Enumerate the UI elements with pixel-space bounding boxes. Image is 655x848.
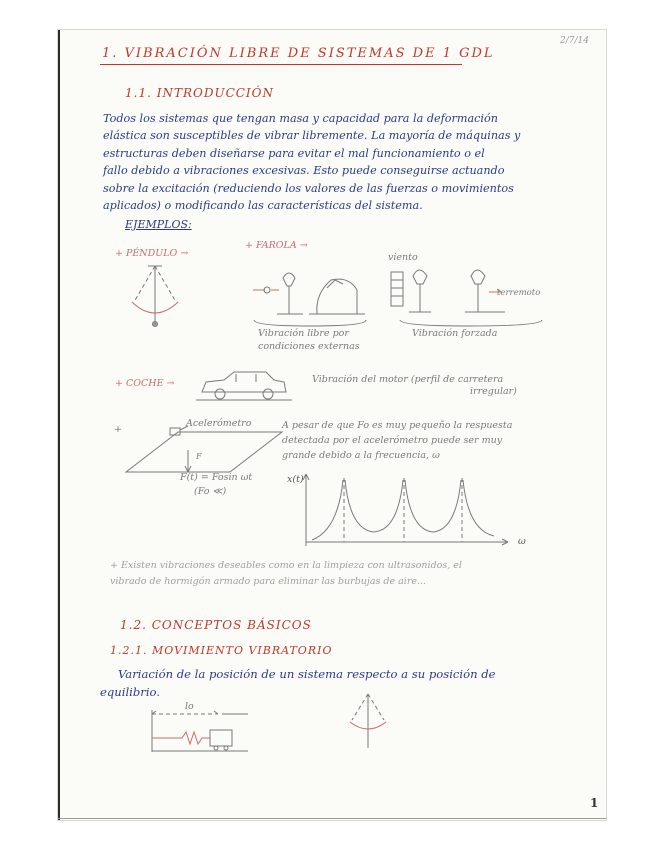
intro-line: aplicados) o modificando las características del sistema. (103, 199, 423, 212)
streetlamp-free-vibration-sketch (245, 258, 375, 324)
section-heading-conceptos: 1.2. CONCEPTOS BÁSICOS (120, 618, 312, 632)
graph-y-axis-label: x(t) (287, 474, 304, 485)
motor-text-line-1: Vibración del motor (perfil de carretera (312, 374, 504, 385)
intro-line: elástica son susceptibles de vibrar libremente. La mayoría de máquinas y (103, 129, 521, 142)
spring-length-label: lo (185, 701, 194, 712)
mass-spring-sketch (148, 708, 258, 754)
chapter-title: 1. VIBRACIÓN LIBRE DE SISTEMAS DE 1 GDL (102, 46, 495, 61)
pendulo-label: + PÉNDULO → (115, 248, 189, 259)
intro-line: fallo debido a vibraciones excesivas. Esto puede conseguirse actuando (103, 164, 505, 177)
intro-line: sobre la excitación (reduciendo los valores de las fuerzas o movimientos (103, 182, 514, 195)
acelerometro-label: Acelerómetro (186, 418, 252, 429)
bullet-mark: + (114, 424, 122, 435)
forzada-caption: Vibración forzada (412, 328, 498, 339)
page-number: 1 (590, 796, 599, 810)
graph-x-axis-label: ω (518, 536, 526, 547)
force-arrow-label: F (196, 452, 202, 461)
resonance-response-graph (298, 470, 518, 550)
subsection-heading-movimiento: 1.2.1. MOVIMIENTO VIBRATORIO (110, 644, 333, 657)
car-sketch (196, 368, 292, 404)
chapter-title-underline (100, 64, 462, 65)
intro-line: Todos los sistemas que tengan masa y capacidad para la deformación (103, 112, 498, 125)
extra-text-line: vibrado de hormigón armado para eliminar las burbujas de aire... (110, 576, 427, 587)
motor-text-line-2: irregular) (470, 386, 517, 397)
pendulum-small-sketch (338, 690, 398, 754)
pendulum-sketch (110, 262, 200, 332)
conceptos-line: equilibrio. (100, 685, 161, 699)
accel-text-line: detectada por el acelerómetro puede ser muy (282, 435, 503, 446)
extra-text-line: + Existen vibraciones deseables como en la limpieza con ultrasonidos, el (110, 560, 462, 571)
force-equation-line-1: F(t) = Fosin ωt (180, 472, 253, 483)
conceptos-line: Variación de la posición de un sistema respecto a su posición de (118, 667, 496, 681)
examples-heading: EJEMPLOS: (125, 218, 192, 231)
coche-label: + COCHE → (115, 378, 175, 389)
force-equation-line-2: (Fo ≪) (194, 486, 227, 497)
section-heading-introduccion: 1.1. INTRODUCCIÓN (125, 86, 275, 100)
libre-caption-line-2: condiciones externas (258, 341, 360, 352)
viento-label: viento (388, 252, 418, 263)
page-left-margin-line (58, 30, 60, 820)
accel-text-line: A pesar de que Fo es muy pequeño la respuesta (282, 420, 513, 431)
libre-caption-line-1: Vibración libre por (258, 328, 349, 339)
intro-line: estructuras deben diseñarse para evitar el mal funcionamiento o el (103, 147, 485, 160)
farola-label: + FAROLA → (245, 240, 308, 251)
accelerometer-plate-sketch (118, 420, 288, 478)
page-date: 2/7/14 (560, 36, 589, 46)
accel-text-line: grande debido a la frecuencia, ω (282, 450, 440, 461)
terremoto-label: terremoto (497, 288, 541, 298)
page-bottom-edge (58, 818, 606, 819)
